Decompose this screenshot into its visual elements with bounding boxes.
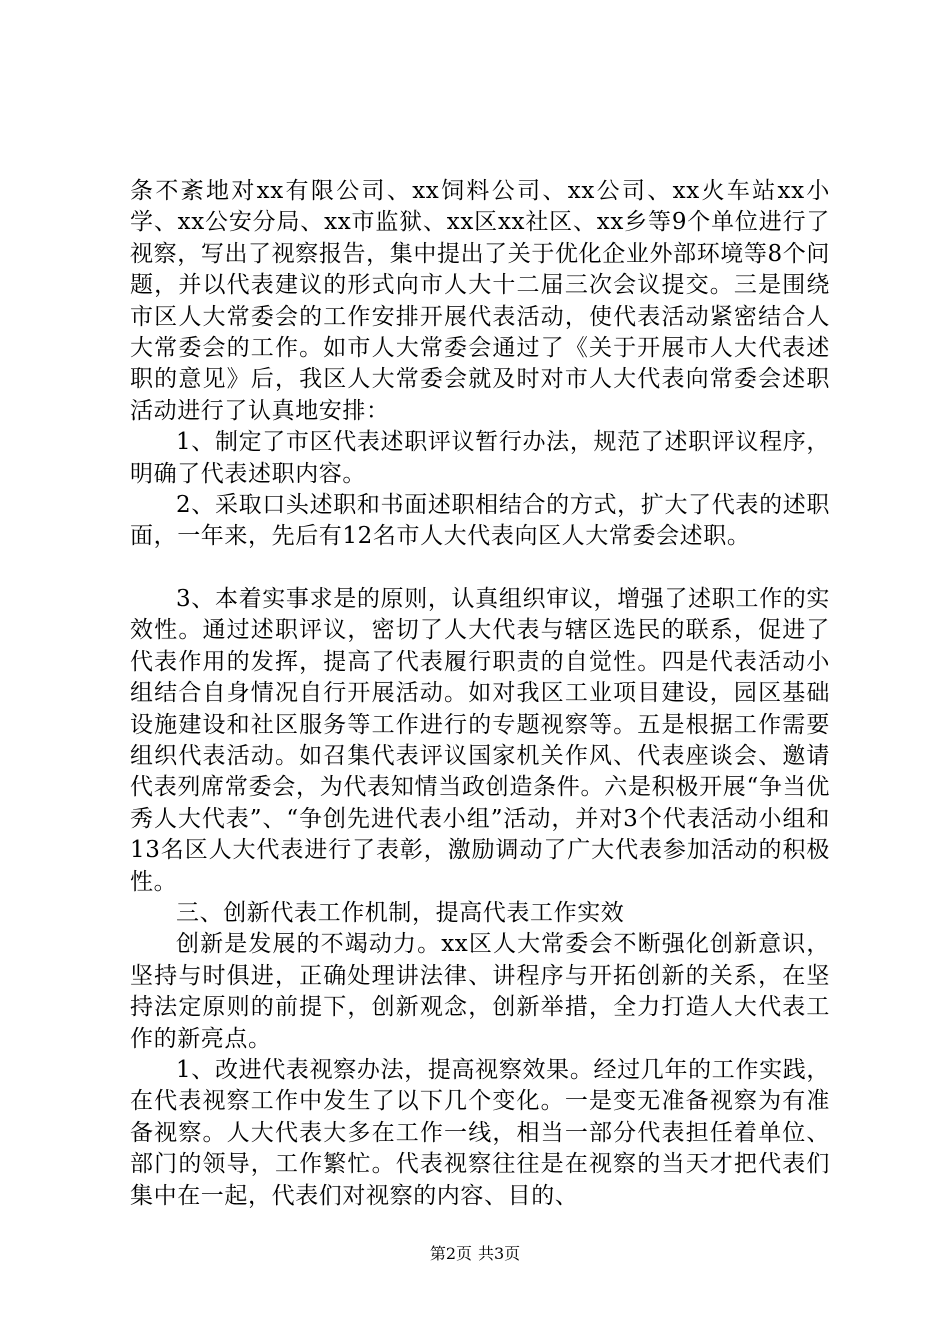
page-footer — [0, 1244, 950, 1264]
paragraph-5: 创新是发展的不竭动力。xx区人大常委会不断强化创新意识，坚持与时俱进，正确处理讲法律、讲程序与开拓创新的关系，在坚持法定原则的前提下，创新观念，创新举措，全力打造人大代表工作的新亮点。 — [130, 931, 830, 1052]
page-total: 共3页 — [478, 1244, 521, 1263]
paragraph-gap — [130, 553, 830, 584]
paragraph-1: 条不紊地对xx有限公司、xx饲料公司、xx公司、xx火车站xx小学、xx公安分局、xx市监狱、xx区xx社区、xx乡等9个单位进行了视察，写出了视察报告，集中提出了关于优化企业外部环境等8个问题，并以代表建议的形式向市人大十二届三次会议提交。三是围绕市区人大常委会的工作安排开展代表活动，使代表活动紧密结合人大常委会的工作。如市人大常委会通过了《关于开展市人大代表述职的意见》后，我区人大常委会就及时对市人大代表向常委会述职活动进行了认真地安排： — [130, 178, 830, 424]
paragraph-2: 1、制定了市区代表述职评议暂行办法，规范了述职评议程序，明确了代表述职内容。 — [130, 429, 830, 487]
section-heading: 三、创新代表工作机制，提高代表工作实效 — [176, 899, 625, 926]
page-number: 第2页 — [429, 1244, 472, 1263]
paragraph-6: 1、改进代表视察办法，提高视察效果。经过几年的工作实践，在代表视察工作中发生了以下几个变化。一是变无准备视察为有准备视察。人大代表大多在工作一线，相当一部分代表担任着单位、部门的领导，工作繁忙。代表视察往往是在视察的当天才把代表们集中在一起，代表们对视察的内容、目的、 — [130, 1056, 830, 1209]
paragraph-3: 2、采取口头述职和书面述职相结合的方式，扩大了代表的述职面，一年来，先后有12名市人大代表向区人大常委会述职。 — [130, 492, 830, 550]
paragraph-4: 3、本着实事求是的原则，认真组织审议，增强了述职工作的实效性。通过述职评议，密切了人大代表与辖区选民的联系，促进了代表作用的发挥，提高了代表履行职责的自觉性。四是代表活动小组结合自身情况自行开展活动。如对我区工业项目建设，园区基础设施建设和社区服务等工作进行的专题视察等。五是根据工作需要组织代表活动。如召集代表评议国家机关作风、代表座谈会、邀请代表列席常委会，为代表知情当政创造条件。六是积极开展“争当优秀人大代表”、“争创先进代表小组”活动，并对3个代表活动小组和13名区人大代表进行了表彰，激励调动了广大代表参加活动的积极性。 — [130, 585, 830, 895]
document-body — [130, 176, 830, 1212]
